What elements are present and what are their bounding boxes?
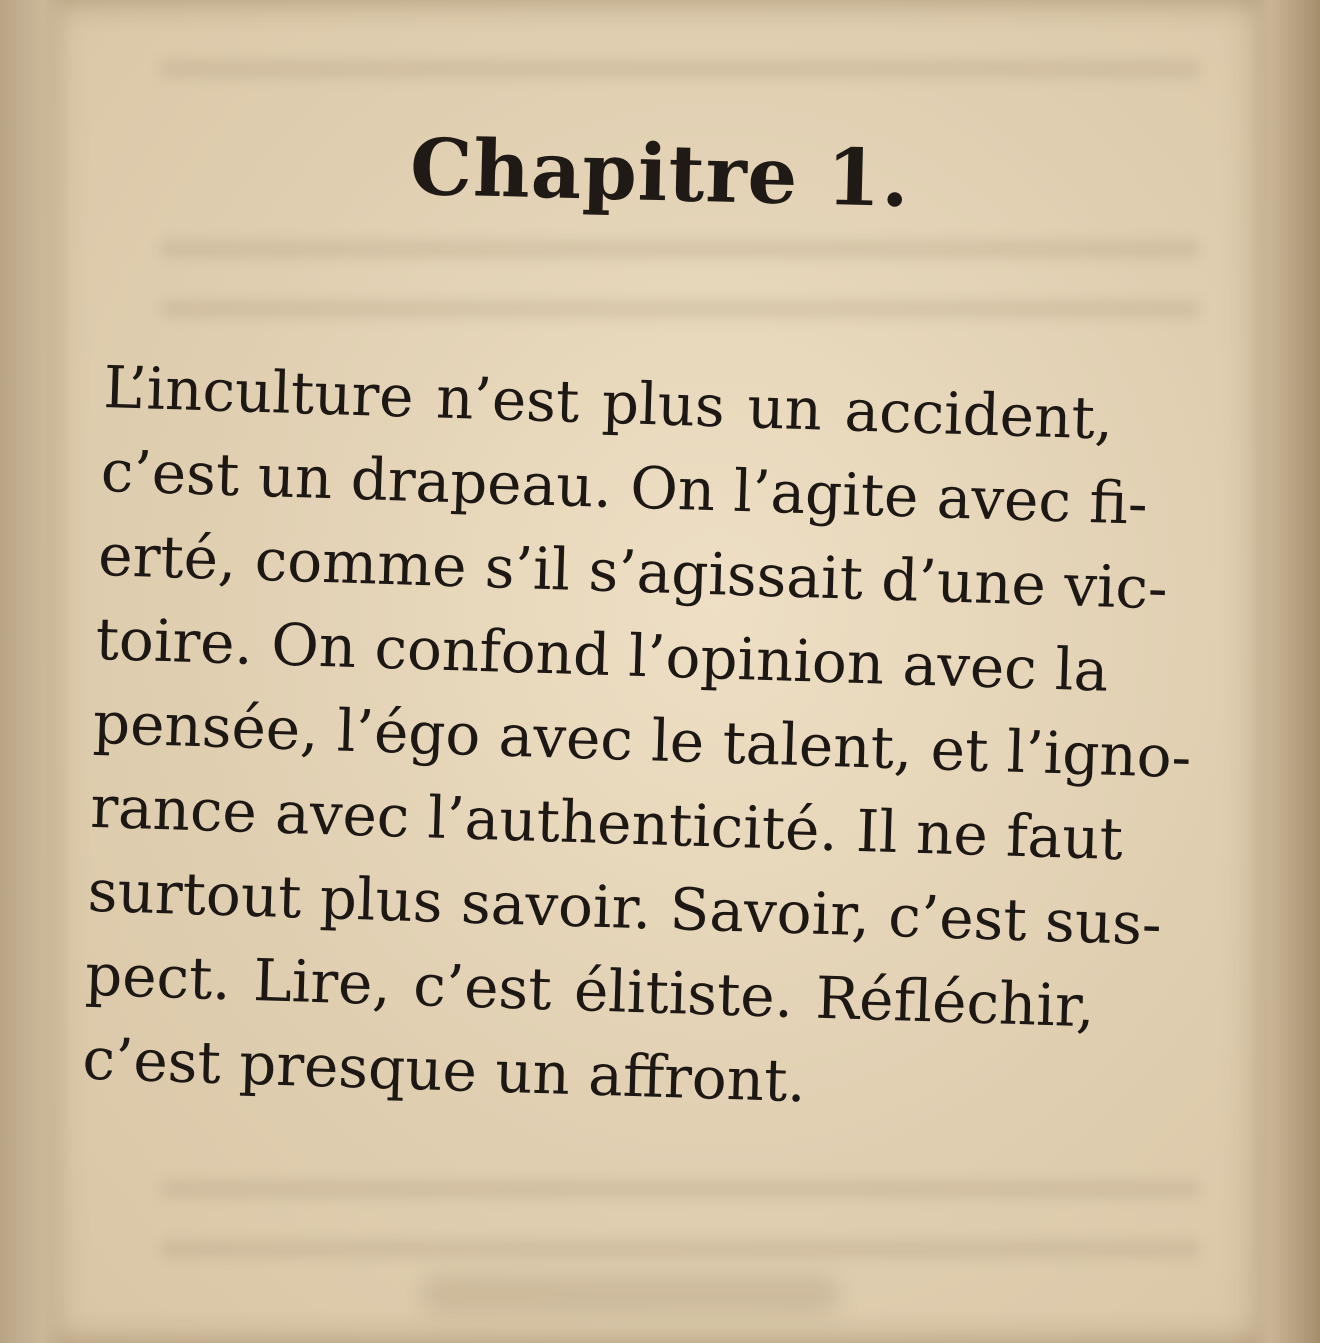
show-through-text (160, 60, 1200, 78)
paragraph-line: erté, comme s’il s’agissait d’une vic- (97, 520, 1169, 623)
paragraph-line: toire. On confond l’opinion avec la (94, 604, 1110, 705)
paragraph-line: L’inculture n’est plus un accident, (102, 352, 1115, 453)
show-through-text (160, 240, 1200, 258)
paragraph-line: c’est un drapeau. On l’agite avec fi- (99, 436, 1149, 538)
paragraph-line: rance avec l’authenticité. Il ne faut (89, 772, 1124, 874)
paragraph-line: c’est presque un affront. (81, 1024, 807, 1116)
paragraph-line: pensée, l’égo avec le talent, et l’igno- (92, 688, 1193, 792)
show-through-footer (420, 1275, 840, 1315)
chapter-heading: Chapitre 1. (409, 121, 911, 226)
paragraph-line: surtout plus savoir. Savoir, c’est sus- (86, 856, 1163, 959)
chapter-paragraph (81, 345, 1193, 1135)
show-through-text (160, 300, 1200, 318)
show-through-text (160, 1240, 1200, 1258)
show-through-text (160, 1180, 1200, 1198)
paragraph-line: pect. Lire, c’est élitiste. Réfléchir, (84, 940, 1096, 1041)
